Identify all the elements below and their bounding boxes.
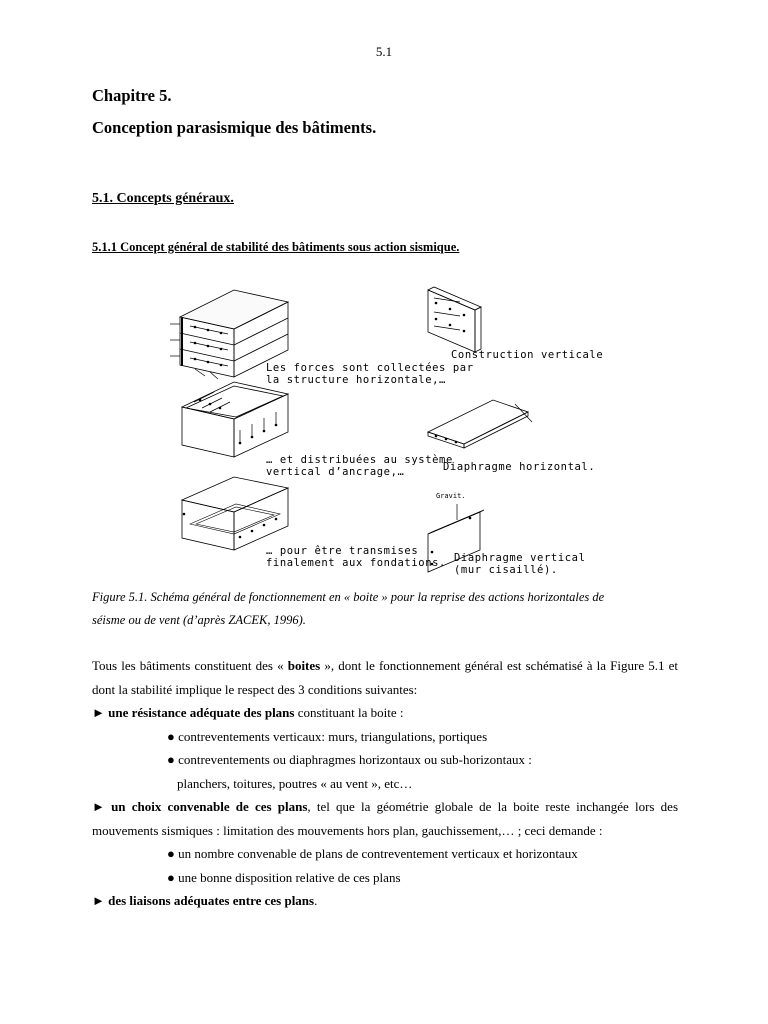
condition-3: ► des liaisons adéquates entre ces plans. [92, 893, 318, 908]
chapter-number: Chapitre 5. [92, 86, 172, 105]
label-gravity: Gravit. [436, 492, 466, 500]
page-number: 5.1 [375, 44, 393, 59]
figure-caption-line-2: séisme ou de vent (d’après ZACEK, 1996). [92, 613, 306, 627]
bullet-icon: ● [167, 752, 175, 767]
intro-paragraph: Tous les bâtiments constituent des « boites », dont le fonctionnement général est schématisé à la Figure 5.1 et dont la stabilité implique le respect des 3 conditions suivantes: [92, 658, 678, 697]
label-vertical-construction: Construction verticale [451, 349, 604, 361]
figure-caption [92, 586, 678, 632]
condition-2-sub-2: ● une bonne disposition relative de ces plans [167, 869, 401, 885]
horizontal-diaphragm-drawing [428, 400, 532, 448]
arrow-marker-icon: ► [92, 893, 105, 908]
bullet-icon: ● [167, 869, 175, 885]
vertical-construction-drawing [428, 287, 481, 352]
condition-2: ► un choix convenable de ces plans, tel que la géométrie globale de la boite reste inchangée lors des mouvements sismiques : limitation des mouvements hors plan, gauchissement,… ; ceci demande : [92, 799, 679, 838]
chapter-title: Conception parasismique des bâtiments. [92, 118, 377, 137]
figure-box-behaviour [170, 282, 604, 582]
label-transmitted: … pour être transmises finalement aux fondations. [266, 545, 446, 569]
condition-2-sub-1: ● un nombre convenable de plans de contreventement verticaux et horizontaux [167, 846, 578, 861]
subsection-title: 5.1.1 Concept général de stabilité des bâtiments sous action sismique. [92, 240, 460, 254]
condition-1: ► une résistance adéquate des plans constituant la boite : [92, 705, 404, 720]
condition-1-sub-1: ● contreventements verticaux: murs, triangulations, portiques [167, 728, 488, 744]
label-forces-collected: Les forces sont collectées par la structure horizontale,… [266, 362, 474, 386]
box-walls-drawing [182, 382, 288, 457]
section-title: 5.1. Concepts généraux. [92, 191, 234, 206]
bullet-icon: ● [167, 728, 175, 744]
label-horizontal-diaphragm: Diaphragme horizontal. [443, 461, 596, 473]
arrow-marker-icon: ► [92, 799, 105, 814]
figure-drawing [170, 282, 590, 582]
figure-caption-line-1: Figure 5.1. Schéma général de fonctionnement en « boite » pour la reprise des actions horizontales de [92, 590, 605, 604]
bullet-icon: ● [167, 846, 175, 861]
condition-1-sub-2-continued: planchers, toitures, poutres « au vent », etc… [177, 775, 413, 791]
arrow-marker-icon: ► [92, 705, 105, 720]
label-distributed: … et distribuées au système vertical d’ancrage,… [266, 454, 453, 478]
label-vertical-diaphragm: Diaphragme vertical (mur cisaillé). [454, 552, 586, 576]
box-foundation-drawing [182, 477, 288, 550]
condition-1-sub-2: ● contreventements ou diaphragmes horizontaux ou sub-horizontaux : [167, 752, 532, 767]
body-text [92, 654, 678, 913]
